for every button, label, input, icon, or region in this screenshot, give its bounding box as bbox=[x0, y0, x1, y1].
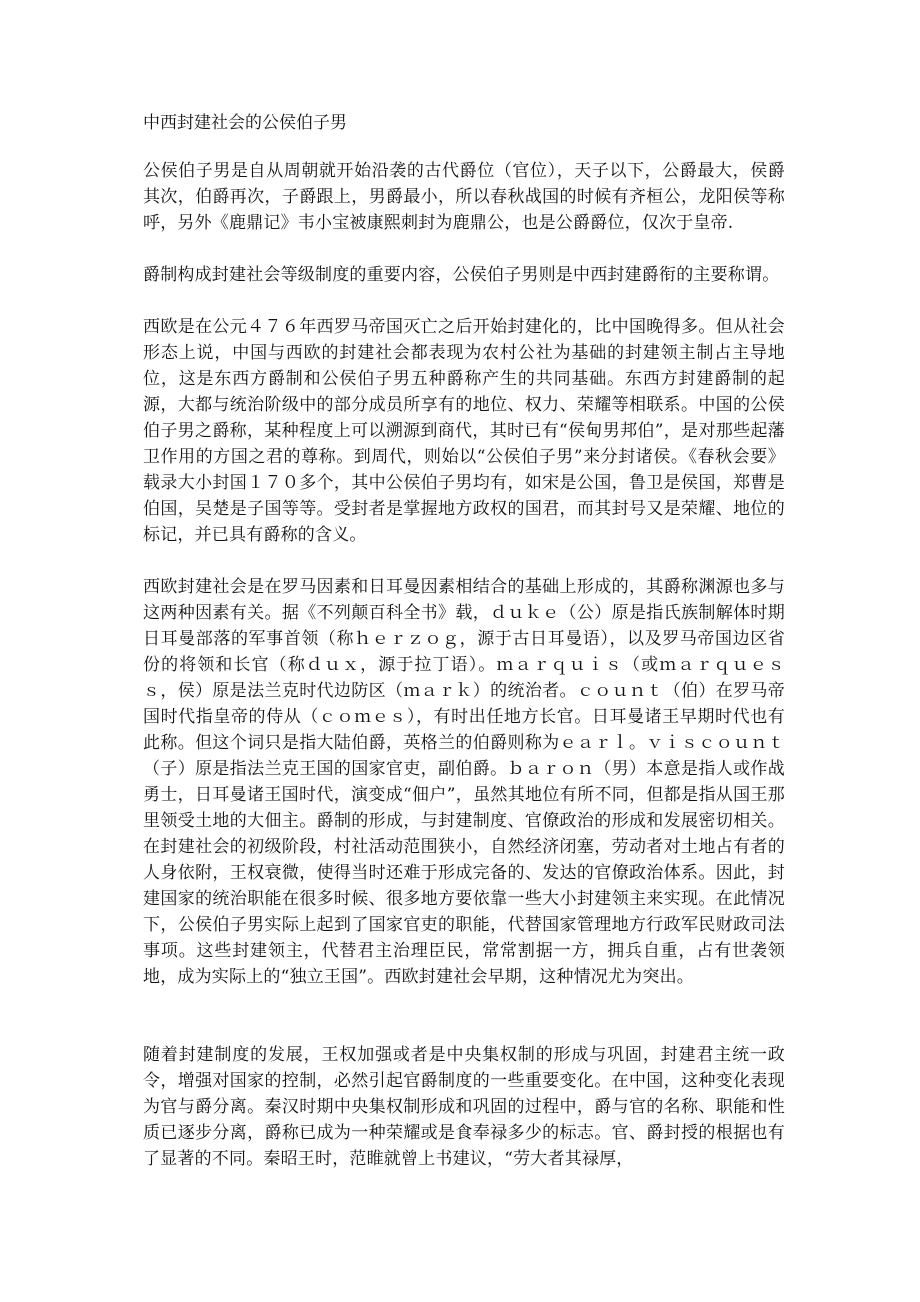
paragraph-intro: 公侯伯子男是自从周朝就开始沿袭的古代爵位（官位），天子以下，公爵最大，侯爵其次，伯爵再次，子爵跟上，男爵最小，所以春秋战国的时候有齐桓公，龙阳侯等称呼，另外《鹿鼎记》韦小宝被康熙刺封为鹿鼎公，也是公爵爵位，仅次于皇帝. bbox=[143, 161, 785, 233]
paragraph-western-titles: 西欧封建社会是在罗马因素和日耳曼因素相结合的基础上形成的，其爵称渊源也多与这两种因素有关。据《不列颠百科全书》载，ｄｕｋｅ（公）原是指氏族制解体时期日耳曼部落的军事首领（称ｈｅｒｚｏｇ，源于古日耳曼语），以及罗马帝国边区省份的将领和长官（称ｄｕｘ，源于拉丁语）。ｍａｒｑｕｉｓ（或ｍａｒｑｕｅｓｓ，侯）原是法兰克时代边防区（ｍａｒｋ）的统治者。ｃｏｕｎｔ（伯）在罗马帝国时代指皇帝的侍从（ｃｏｍｅｓ），有时出任地方长官。日耳曼诸王早期时代也有此称。但这个词只是指大陆伯爵，英格兰的伯爵则称为ｅａｒｌ。ｖｉｓｃｏｕｎｔ（子）原是指法兰克王国的国家官吏，副伯爵。ｂａｒｏｎ（男）本意是指人或作战勇士，日耳曼诸王国时代，演变成“佃户”，虽然其地位有所不同，但都是指从国王那里领受土地的大佃主。爵制的形成，与封建制度、官僚政治的形成和发展密切相关。在封建社会的初级阶段，村社活动范围狭小，自然经济闭塞，劳动者对土地占有者的人身依附，王权衰微，使得当时还难于形成完备的、发达的官僚政治体系。因此，封建国家的统治职能在很多时候、很多地方要依靠一些大小封建领主来实现。在此情况下，公侯伯子男实际上起到了国家官吏的职能，代替国家管理地方行政军民财政司法事项。这些封建领主，代替君主治理臣民，常常割据一方，拥兵自重，占有世袭领地，成为实际上的“独立王国”。西欧封建社会早期，这种情况尤为突出。 bbox=[143, 577, 785, 987]
paragraph-rank-system: 爵制构成封建社会等级制度的重要内容，公侯伯子男则是中西封建爵衔的主要称谓。 bbox=[143, 265, 780, 285]
paragraph-western-feudalization: 西欧是在公元４７６年西罗马帝国灭亡之后开始封建化的，比中国晚得多。但从社会形态上说，中国与西欧的封建社会都表现为农村公社为基础的封建领主制占主导地位，这是东西方爵制和公侯伯子男五种爵称产生的共同基础。东西方封建爵制的起源，大都与统治阶级中的部分成员所享有的地位、权力、荣耀等相联系。中国的公侯伯子男之爵称，某种程度上可以溯源到商代，其时已有“侯甸男邦伯”，是对那些起藩卫作用的方国之君的尊称。到周代，则始以“公侯伯子男”来分封诸侯。《春秋会要》载录大小封国１７０多个，其中公侯伯子男均有，如宋是公国，鲁卫是侯国，郑曹是伯国，吴楚是子国等等。受封者是掌握地方政权的国君，而其封号又是荣耀、地位的标记，并已具有爵称的含义。 bbox=[143, 317, 785, 545]
document-page bbox=[143, 110, 785, 1198]
document-title: 中西封建社会的公侯伯子男 bbox=[143, 113, 347, 133]
paragraph-centralization: 随着封建制度的发展，王权加强或者是中央集权制的形成与巩固，封建君主统一政令，增强对国家的控制，必然引起官爵制度的一些重要变化。在中国，这种变化表现为官与爵分离。秦汉时期中央集权制形成和巩固的过程中，爵与官的名称、职能和性质已逐步分离，爵称已成为一种荣耀或是食奉禄多少的标志。官、爵封授的根据也有了显著的不同。秦昭王时，范睢就曾上书建议，“劳大者其禄厚， bbox=[143, 1045, 785, 1169]
